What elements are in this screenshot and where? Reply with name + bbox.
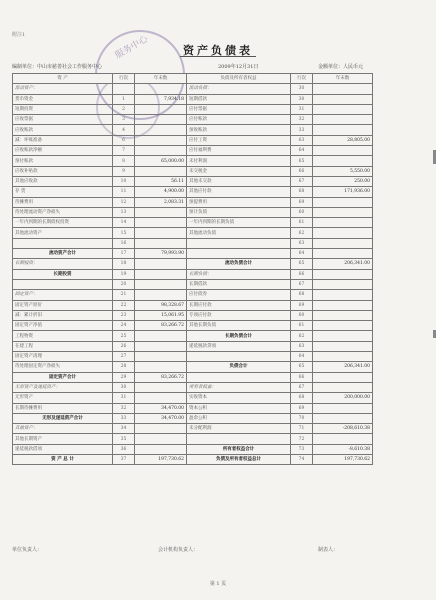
liability-label-cell: 短期借款 xyxy=(187,94,291,104)
liability-value-cell xyxy=(313,146,373,156)
asset-value-cell xyxy=(135,393,187,403)
liability-value-cell xyxy=(313,331,373,341)
asset-row-no-cell: 9 xyxy=(113,166,135,176)
header-asset: 资 产 xyxy=(13,74,113,84)
balance-sheet-table xyxy=(12,73,373,465)
liability-value-cell xyxy=(313,104,373,114)
signature-preparer: 制表人： xyxy=(318,547,339,553)
liability-value-cell xyxy=(313,413,373,423)
table-row xyxy=(13,218,373,228)
liability-label-cell: 其他长期负债 xyxy=(187,321,291,331)
asset-row-no-cell: 23 xyxy=(113,310,135,320)
asset-label-cell: 待处理固定资产净损失 xyxy=(13,362,113,372)
report-date: 2009年12月31日 xyxy=(218,64,259,70)
table-row xyxy=(13,197,373,207)
liability-value-cell xyxy=(313,403,373,413)
liability-value-cell xyxy=(313,84,373,94)
liability-label-cell: 资本公积 xyxy=(187,403,291,413)
table-row xyxy=(13,454,373,464)
table-row xyxy=(13,135,373,145)
liability-row-no-cell: 70 xyxy=(291,413,313,423)
asset-value-cell xyxy=(135,115,187,125)
table-row xyxy=(13,125,373,135)
table-row xyxy=(13,424,373,434)
liability-label-cell: 预计负债 xyxy=(187,207,291,217)
liability-row-no-cell: 60 xyxy=(291,207,313,217)
asset-row-no-cell: 2 xyxy=(113,104,135,114)
table-row xyxy=(13,444,373,454)
asset-row-no-cell: 19 xyxy=(113,269,135,279)
asset-label-cell: 工程物资 xyxy=(13,331,113,341)
asset-row-no-cell: 27 xyxy=(113,352,135,362)
liability-label-cell: 长期负债： xyxy=(187,269,291,279)
liability-row-no-cell: 71 xyxy=(291,424,313,434)
liability-value-cell xyxy=(313,269,373,279)
liability-row-no-cell: 30 xyxy=(291,94,313,104)
liability-row-no-cell: 62 xyxy=(291,228,313,238)
table-row xyxy=(13,413,373,423)
liability-label-cell xyxy=(187,352,291,362)
asset-row-no-cell: 7 xyxy=(113,146,135,156)
asset-row-no-cell: 10 xyxy=(113,176,135,186)
liability-label-cell xyxy=(187,249,291,259)
liability-value-cell: -208,610.38 xyxy=(313,424,373,434)
asset-row-no-cell: 22 xyxy=(113,300,135,310)
header-end-balance: 年末数 xyxy=(135,74,187,84)
liability-label-cell: 递延税款贷项 xyxy=(187,341,291,351)
liability-label-cell: 长期负债合计 xyxy=(187,331,291,341)
asset-row-no-cell: 1 xyxy=(113,94,135,104)
asset-value-cell xyxy=(135,228,187,238)
asset-row-no-cell: 20 xyxy=(113,279,135,289)
asset-value-cell xyxy=(135,434,187,444)
asset-label-cell: 应收票据 xyxy=(13,115,113,125)
seal-text: 服务中心 xyxy=(113,34,150,62)
asset-row-no-cell: 30 xyxy=(113,382,135,392)
table-row xyxy=(13,434,373,444)
asset-row-no-cell: 14 xyxy=(113,218,135,228)
asset-value-cell xyxy=(135,269,187,279)
asset-label-cell: 货币资金 xyxy=(13,94,113,104)
table-row xyxy=(13,187,373,197)
liability-value-cell xyxy=(313,115,373,125)
asset-value-cell: 83,266.72 xyxy=(135,372,187,382)
asset-value-cell xyxy=(135,352,187,362)
asset-label-cell: 应收补贴款 xyxy=(13,166,113,176)
asset-label-cell: 减：累计折旧 xyxy=(13,310,113,320)
liability-value-cell xyxy=(313,382,373,392)
table-row xyxy=(13,238,373,248)
liability-row-no-cell: 60 xyxy=(291,310,313,320)
liability-value-cell xyxy=(313,228,373,238)
liability-row-no-cell: 68 xyxy=(291,290,313,300)
liability-row-no-cell: 62 xyxy=(291,331,313,341)
page-number: 第 1 页 xyxy=(209,581,227,587)
liability-row-no-cell: 73 xyxy=(291,444,313,454)
asset-value-cell xyxy=(135,207,187,217)
asset-label-cell: 无形资产及递延资产： xyxy=(13,382,113,392)
liability-row-no-cell: 67 xyxy=(291,382,313,392)
signature-unit-head: 单位负责人： xyxy=(12,547,43,553)
asset-label-cell: 长期投资 xyxy=(13,269,113,279)
liability-value-cell: 171,936.00 xyxy=(313,187,373,197)
liability-row-no-cell: 65 xyxy=(291,156,313,166)
asset-label-cell: 待摊费用 xyxy=(13,197,113,207)
liability-value-cell: 250.00 xyxy=(313,176,373,186)
liability-row-no-cell: 66 xyxy=(291,372,313,382)
liability-label-cell: 应付工资 xyxy=(187,135,291,145)
asset-value-cell xyxy=(135,424,187,434)
liability-row-no-cell: 32 xyxy=(291,115,313,125)
asset-value-cell: 56.11 xyxy=(135,176,187,186)
asset-row-no-cell: 37 xyxy=(113,454,135,464)
asset-label-cell: 无形及递延资产合计 xyxy=(13,413,113,423)
liability-label-cell: 负债合计 xyxy=(187,362,291,372)
asset-value-cell xyxy=(135,290,187,300)
table-header-row xyxy=(13,74,373,84)
liability-label-cell: 应付票据 xyxy=(187,104,291,114)
liability-row-no-cell: 66 xyxy=(291,166,313,176)
liability-row-no-cell: 67 xyxy=(291,279,313,289)
asset-label-cell: 固定资产合计 xyxy=(13,372,113,382)
asset-value-cell: 197,730.62 xyxy=(135,454,187,464)
liability-value-cell xyxy=(313,290,373,300)
table-row xyxy=(13,207,373,217)
asset-row-no-cell: 8 xyxy=(113,156,135,166)
asset-value-cell: 79,993.90 xyxy=(135,249,187,259)
asset-label-cell: 递延税款借项 xyxy=(13,444,113,454)
asset-value-cell xyxy=(135,135,187,145)
table-row xyxy=(13,321,373,331)
liability-row-no-cell: 67 xyxy=(291,176,313,186)
asset-value-cell xyxy=(135,146,187,156)
liability-label-cell: 其他未交款 xyxy=(187,176,291,186)
liability-row-no-cell: 69 xyxy=(291,403,313,413)
currency-unit: 金额单位：人民币元 xyxy=(318,64,364,70)
asset-value-cell: 2,083.31 xyxy=(135,197,187,207)
asset-row-no-cell: 26 xyxy=(113,341,135,351)
asset-value-cell: 34,470.00 xyxy=(135,413,187,423)
asset-row-no-cell: 4 xyxy=(113,125,135,135)
asset-label-cell xyxy=(13,238,113,248)
asset-label-cell: 固定资产清理 xyxy=(13,352,113,362)
liability-value-cell xyxy=(313,207,373,217)
table-row xyxy=(13,146,373,156)
liability-row-no-cell: 33 xyxy=(291,125,313,135)
liability-row-no-cell: 30 xyxy=(291,84,313,94)
asset-label-cell: 长期待摊费用 xyxy=(13,403,113,413)
liability-label-cell xyxy=(187,372,291,382)
liability-value-cell xyxy=(313,310,373,320)
header-end-balance-2: 年末数 xyxy=(313,74,373,84)
asset-value-cell xyxy=(135,341,187,351)
liability-value-cell: 197,730.62 xyxy=(313,454,373,464)
table-row xyxy=(13,341,373,351)
asset-row-no-cell: 15 xyxy=(113,228,135,238)
table-row xyxy=(13,94,373,104)
liability-label-cell: 未分配利润 xyxy=(187,424,291,434)
asset-value-cell: 4,900.00 xyxy=(135,187,187,197)
table-row xyxy=(13,403,373,413)
asset-row-no-cell: 18 xyxy=(113,259,135,269)
asset-value-cell xyxy=(135,444,187,454)
liability-label-cell: 预提费用 xyxy=(187,197,291,207)
liability-value-cell xyxy=(313,372,373,382)
liability-value-cell xyxy=(313,300,373,310)
asset-row-no-cell: 12 xyxy=(113,197,135,207)
liability-row-no-cell: 74 xyxy=(291,454,313,464)
asset-row-no-cell: 29 xyxy=(113,372,135,382)
liability-value-cell: 28,805.00 xyxy=(313,135,373,145)
asset-value-cell xyxy=(135,125,187,135)
asset-row-no-cell: 13 xyxy=(113,207,135,217)
table-row xyxy=(13,362,373,372)
asset-row-no-cell: 33 xyxy=(113,413,135,423)
page-title: 资产负债表 xyxy=(183,44,253,57)
asset-value-cell: 7,934.18 xyxy=(135,94,187,104)
liability-label-cell: 其他流动负债 xyxy=(187,228,291,238)
table-row xyxy=(13,352,373,362)
asset-value-cell xyxy=(135,382,187,392)
liability-value-cell xyxy=(313,321,373,331)
liability-row-no-cell: 63 xyxy=(291,341,313,351)
liability-label-cell: 长期借款 xyxy=(187,279,291,289)
liability-row-no-cell: 65 xyxy=(291,259,313,269)
asset-label-cell: 应收账款 xyxy=(13,125,113,135)
asset-value-cell xyxy=(135,279,187,289)
asset-row-no-cell: 31 xyxy=(113,393,135,403)
table-row xyxy=(13,249,373,259)
table-row xyxy=(13,290,373,300)
asset-row-no-cell: 11 xyxy=(113,187,135,197)
preparing-unit: 编制单位：中山市慈善社会工作服务中心 xyxy=(12,64,103,70)
liability-label-cell xyxy=(187,434,291,444)
asset-value-cell xyxy=(135,238,187,248)
liability-label-cell: 专项应付款 xyxy=(187,310,291,320)
liability-label-cell: 实收资本 xyxy=(187,393,291,403)
asset-row-no-cell xyxy=(113,84,135,94)
liability-row-no-cell: 68 xyxy=(291,187,313,197)
asset-value-cell: 98,328.67 xyxy=(135,300,187,310)
liability-row-no-cell: 63 xyxy=(291,238,313,248)
asset-label-cell: 流动资产： xyxy=(13,84,113,94)
asset-row-no-cell: 32 xyxy=(113,403,135,413)
liability-label-cell: 长期应付款 xyxy=(187,300,291,310)
asset-value-cell xyxy=(135,166,187,176)
asset-label-cell: 固定资产： xyxy=(13,290,113,300)
asset-label-cell: 固定资产净值 xyxy=(13,321,113,331)
liability-label-cell: 未交税金 xyxy=(187,166,291,176)
asset-label-cell: 预付账款 xyxy=(13,156,113,166)
liability-value-cell xyxy=(313,156,373,166)
liability-label-cell: 其他应付款 xyxy=(187,187,291,197)
asset-row-no-cell: 17 xyxy=(113,249,135,259)
asset-label-cell: 长期投资： xyxy=(13,259,113,269)
asset-value-cell xyxy=(135,84,187,94)
signature-accounting-head: 会计机构负责人： xyxy=(158,547,199,553)
liability-row-no-cell: 64 xyxy=(291,249,313,259)
asset-row-no-cell: 3 xyxy=(113,115,135,125)
liability-label-cell: 预收账款 xyxy=(187,125,291,135)
liability-label-cell: 应付债券 xyxy=(187,290,291,300)
liability-value-cell xyxy=(313,238,373,248)
asset-label-cell: 待处理流动资产净损失 xyxy=(13,207,113,217)
asset-label-cell: 其他应收款 xyxy=(13,176,113,186)
asset-row-no-cell: 21 xyxy=(113,290,135,300)
asset-row-no-cell: 6 xyxy=(113,135,135,145)
asset-label-cell: 短期投资 xyxy=(13,104,113,114)
liability-value-cell: -8,610.38 xyxy=(313,444,373,454)
liability-row-no-cell: 64 xyxy=(291,352,313,362)
liability-label-cell: 应付账款 xyxy=(187,115,291,125)
header-row-no: 行次 xyxy=(113,74,135,84)
table-row xyxy=(13,331,373,341)
table-row xyxy=(13,166,373,176)
table-row xyxy=(13,104,373,114)
liability-row-no-cell: 64 xyxy=(291,146,313,156)
header-liability: 负债及所有者权益 xyxy=(187,74,291,84)
table-row xyxy=(13,382,373,392)
asset-label-cell: 其他资产： xyxy=(13,424,113,434)
liability-value-cell xyxy=(313,125,373,135)
asset-label-cell: 在建工程 xyxy=(13,341,113,351)
liability-label-cell: 流动负债合计 xyxy=(187,259,291,269)
liability-row-no-cell: 69 xyxy=(291,197,313,207)
table-row xyxy=(13,310,373,320)
liability-value-cell: 206,341.00 xyxy=(313,259,373,269)
table-row xyxy=(13,228,373,238)
asset-value-cell: 65,000.00 xyxy=(135,156,187,166)
table-row xyxy=(13,156,373,166)
liability-row-no-cell: 68 xyxy=(291,393,313,403)
asset-value-cell xyxy=(135,218,187,228)
asset-label-cell xyxy=(13,279,113,289)
asset-row-no-cell: 28 xyxy=(113,362,135,372)
asset-row-no-cell: 25 xyxy=(113,331,135,341)
liability-value-cell xyxy=(313,341,373,351)
liability-value-cell: 200,000.00 xyxy=(313,393,373,403)
asset-label-cell: 流动资产合计 xyxy=(13,249,113,259)
asset-value-cell: 83,266.72 xyxy=(135,321,187,331)
liability-label-cell: 一年内到期的长期负债 xyxy=(187,218,291,228)
asset-value-cell xyxy=(135,259,187,269)
title-underline xyxy=(180,56,256,57)
table-row xyxy=(13,84,373,94)
liability-label-cell xyxy=(187,238,291,248)
liability-value-cell xyxy=(313,249,373,259)
liability-row-no-cell: 63 xyxy=(291,135,313,145)
asset-row-no-cell: 34 xyxy=(113,424,135,434)
table-row xyxy=(13,269,373,279)
asset-label-cell: 减：坏账准备 xyxy=(13,135,113,145)
asset-label-cell: 固定资产原价 xyxy=(13,300,113,310)
asset-label-cell: 一年内到期的长期债权投资 xyxy=(13,218,113,228)
table-row xyxy=(13,115,373,125)
asset-label-cell: 其他流动资产 xyxy=(13,228,113,238)
asset-row-no-cell: 36 xyxy=(113,444,135,454)
asset-value-cell xyxy=(135,331,187,341)
liability-value-cell xyxy=(313,218,373,228)
liability-label-cell: 流动负债： xyxy=(187,84,291,94)
liability-row-no-cell: 61 xyxy=(291,218,313,228)
liability-value-cell: 5,550.00 xyxy=(313,166,373,176)
liability-value-cell xyxy=(313,94,373,104)
table-row xyxy=(13,279,373,289)
attachment-label: 附注1 xyxy=(12,32,26,38)
liability-label-cell: 负债及所有者权益总计 xyxy=(187,454,291,464)
liability-row-no-cell: 66 xyxy=(291,269,313,279)
table-row xyxy=(13,393,373,403)
asset-value-cell xyxy=(135,104,187,114)
liability-value-cell xyxy=(313,434,373,444)
liability-label-cell: 盈余公积 xyxy=(187,413,291,423)
asset-label-cell: 应收账款净额 xyxy=(13,146,113,156)
asset-label-cell: 存 货 xyxy=(13,187,113,197)
liability-value-cell xyxy=(313,279,373,289)
table-row xyxy=(13,259,373,269)
header-row-no-2: 行次 xyxy=(291,74,313,84)
table-row xyxy=(13,176,373,186)
liability-label-cell: 所有者权益： xyxy=(187,382,291,392)
liability-label-cell: 未付利润 xyxy=(187,156,291,166)
liability-label-cell: 所有者权益合计 xyxy=(187,444,291,454)
liability-label-cell: 应付福利费 xyxy=(187,146,291,156)
asset-row-no-cell: 16 xyxy=(113,238,135,248)
asset-row-no-cell: 24 xyxy=(113,321,135,331)
liability-value-cell: 206,341.00 xyxy=(313,362,373,372)
asset-label-cell: 无形资产 xyxy=(13,393,113,403)
asset-value-cell: 15,061.95 xyxy=(135,310,187,320)
liability-row-no-cell: 65 xyxy=(291,362,313,372)
liability-row-no-cell: 31 xyxy=(291,104,313,114)
table-row xyxy=(13,300,373,310)
liability-value-cell xyxy=(313,197,373,207)
asset-label-cell: 其他长期资产 xyxy=(13,434,113,444)
table-row xyxy=(13,372,373,382)
liability-value-cell xyxy=(313,352,373,362)
asset-value-cell xyxy=(135,362,187,372)
liability-row-no-cell: 72 xyxy=(291,434,313,444)
asset-value-cell: 34,470.00 xyxy=(135,403,187,413)
liability-row-no-cell: 69 xyxy=(291,300,313,310)
liability-row-no-cell: 61 xyxy=(291,321,313,331)
asset-label-cell: 资 产 总 计 xyxy=(13,454,113,464)
asset-row-no-cell: 35 xyxy=(113,434,135,444)
